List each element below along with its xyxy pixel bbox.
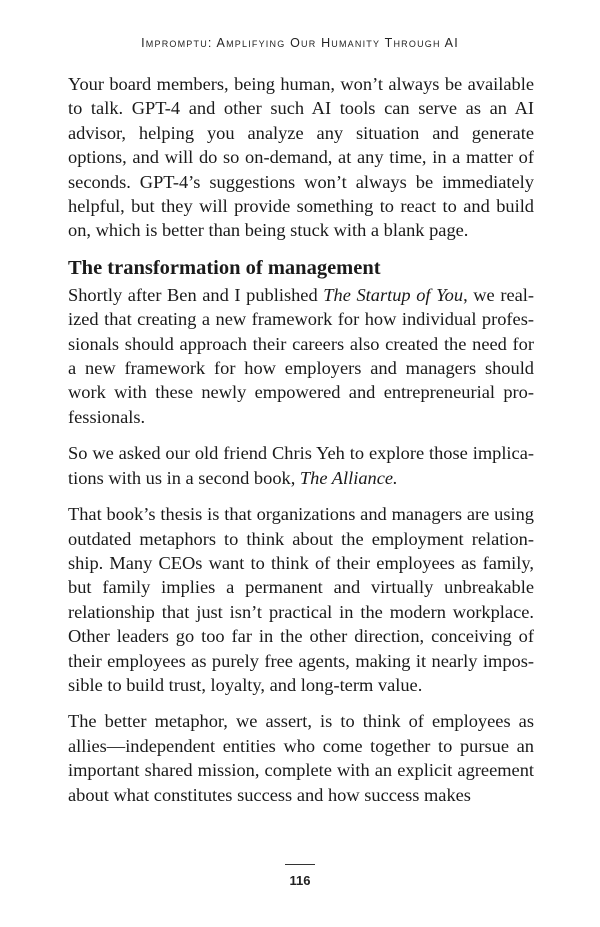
page-number: 116: [289, 873, 311, 888]
footer-rule: [285, 864, 315, 865]
book-title: The Alliance.: [299, 467, 398, 488]
paragraph-text: So we asked our old friend Chris Yeh to explore those implications with us in a second book,: [68, 443, 534, 488]
paragraph-startup-of-you: [68, 283, 534, 429]
paragraph-thesis: That book’s thesis is that organizations and managers are using outdated metaphors to think about the employment relationship. Many CEOs want to think of their employees as family, but family implies a permanent and virtually unbreakable relationship that just isn’t practical in the modern workplace. Other leaders go too far in the other direction, conceiving of their employees as purely free agents, making it nearly impossible to build trust, loyalty, and long-term value.: [68, 504, 534, 695]
book-title: The Startup of You: [323, 284, 464, 305]
paragraph-board-members: Your board members, being human, won’t always be available to talk. GPT-4 and other such AI tools can serve as an AI advisor, helping you analyze any situation and generate options, and will do so on-demand, at any time, in a matter of seconds. GPT-4’s suggestions won’t always be immediately helpful, but they will provide something to react to and build on, which is better than being stuck with a blank page.: [68, 74, 534, 241]
body-text: [68, 72, 534, 819]
paragraph-text: Shortly after Ben and I published: [68, 284, 324, 305]
running-head: Impromptu: Amplifying Our Humanity Through AI: [141, 36, 459, 50]
paragraph-better-metaphor: The better metaphor, we assert, is to think of employees as allies—independent entities who come together to pursue an important shared mission, complete with an explicit agreement about what constitutes success and how success makes: [68, 711, 534, 805]
paragraph-text: , we realized that creating a new framework for how individual professionals should approach their careers also created the need for a new framework for how employers and managers should work with these newly empowered and entrepreneurial professionals.: [68, 284, 535, 427]
section-heading: The transformation of management: [68, 256, 381, 279]
paragraph-chris-yeh: [68, 441, 534, 490]
